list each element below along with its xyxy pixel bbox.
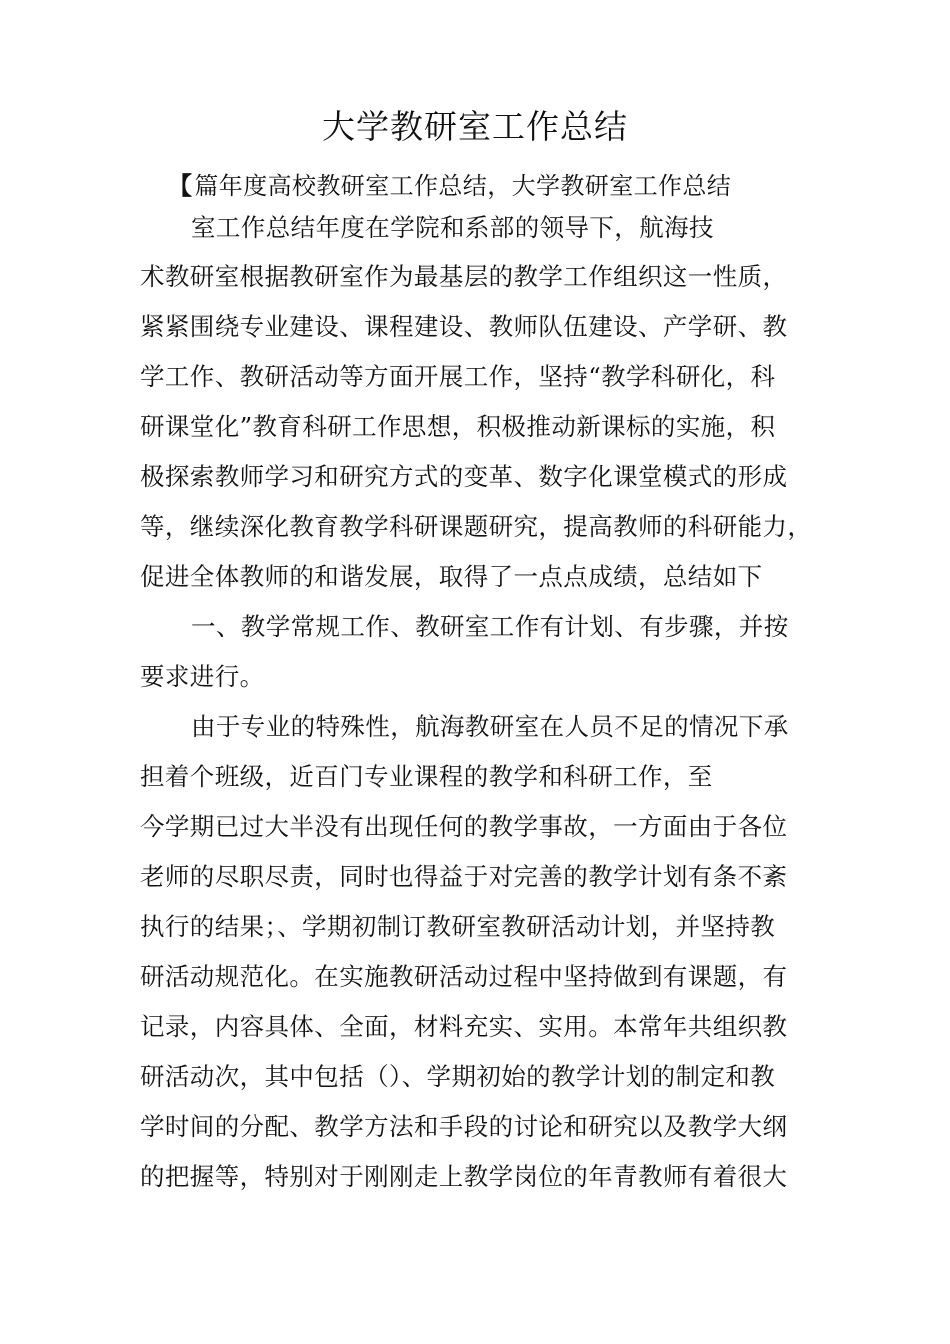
section-heading-line: 一、教学常规工作、教研室工作有计划、有步骤，并按 xyxy=(191,612,789,641)
paragraph-line: 室工作总结年度在学院和系部的领导下，航海技 xyxy=(191,213,714,242)
document-title: 大学教研室工作总结 xyxy=(322,107,628,146)
document-subtitle-row xyxy=(168,168,731,204)
paragraph-line: 等，继续深化教育教学科研课题研究，提高教师的科研能力， xyxy=(140,512,813,541)
paragraph-line: 紧紧围绕专业建设、课程建设、教师队伍建设、产学研、教 xyxy=(140,312,788,341)
paragraph-line: 研课堂化”教育科研工作思想，积极推动新课标的实施，积 xyxy=(140,412,776,441)
paragraph-line: 的把握等，特别对于刚刚走上教学岗位的年青教师有着很大 xyxy=(140,1162,788,1191)
bracket-mark: 【 xyxy=(168,172,193,200)
paragraph-line: 学工作、教研活动等方面开展工作，坚持“教学科研化，科 xyxy=(140,362,776,391)
paragraph-line: 记录，内容具体、全面，材料充实、实用。本常年共组织教 xyxy=(140,1012,788,1041)
paragraph-line: 极探索教师学习和研究方式的变革、数字化课堂模式的形成 xyxy=(140,462,788,491)
section-heading-line: 要求进行。 xyxy=(140,662,265,691)
paragraph-line: 研活动规范化。在实施教研活动过程中坚持做到有课题，有 xyxy=(140,962,788,991)
paragraph-line: 学时间的分配、教学方法和手段的讨论和研究以及教学大纲 xyxy=(140,1112,788,1141)
paragraph-line: 执行的结果；、学期初制订教研室教研活动计划，并坚持教 xyxy=(140,912,776,941)
paragraph-line: 研活动次，其中包括（）、学期初始的教学计划的制定和教 xyxy=(140,1062,776,1091)
paragraph-line: 今学期已过大半没有出现任何的教学事故，一方面由于各位 xyxy=(140,812,788,841)
paragraph-line: 担着个班级，近百门专业课程的教学和科研工作，至 xyxy=(140,762,713,791)
document-subtitle: 篇年度高校教研室工作总结，大学教研室工作总结 xyxy=(194,172,732,200)
paragraph-line: 老师的尽职尽责，同时也得益于对完善的教学计划有条不紊 xyxy=(140,862,788,891)
paragraph-line: 促进全体教师的和谐发展，取得了一点点成绩，总结如下 xyxy=(140,562,763,591)
paragraph-line: 由于专业的特殊性，航海教研室在人员不足的情况下承 xyxy=(191,712,789,741)
paragraph-line: 术教研室根据教研室作为最基层的教学工作组织这一性质， xyxy=(140,262,788,291)
